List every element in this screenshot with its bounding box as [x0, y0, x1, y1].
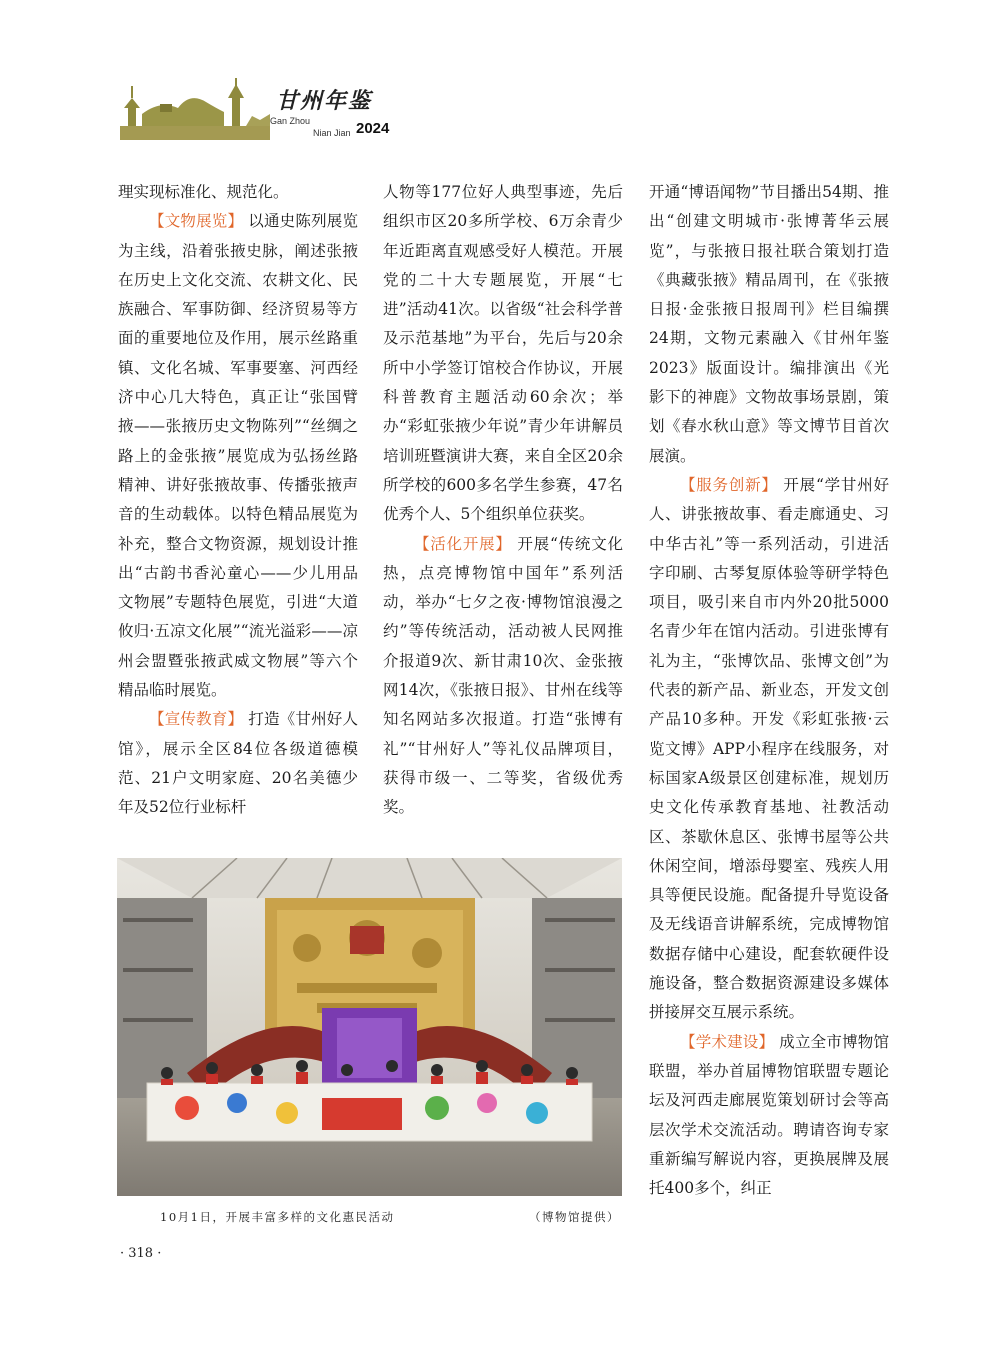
paragraph [383, 178, 623, 530]
paragraph [649, 1028, 889, 1204]
text-column-1 [118, 178, 358, 823]
yearbook-title-cn: 甘州年鉴 [276, 88, 373, 114]
yearbook-year: 2024 [356, 120, 390, 137]
paragraph-text: 以通史陈列展览为主线，沿着张掖史脉，阐述张掖在历史上文化交流、农耕文化、民族融合、军事防御、经济贸易等方面的重要地位及作用，展示丝路重镇、文化名城、军事要塞、河西经济中心几大特色，真正让“张国臂掖——张掖历史文物陈列”“丝绸之路上的金张掖”展览成为弘扬丝路精神、讲好张掖故事、传播张掖声音的生动载体。以特色精品展览为补充，整合文物资源，规划设计推出“古韵书香沁童心——少儿用品文物展”专题特色展览，引进“大道攸归·五凉文化展”“流光溢彩——凉州会盟暨张掖武威文物展”等六个精品临时展览。 [118, 212, 358, 700]
section-tag: 【宣传教育】 [149, 710, 244, 729]
photo-credit: （博物馆提供） [529, 1210, 620, 1224]
text-column-3 [649, 178, 889, 1203]
museum-atrium-illustration [117, 858, 622, 1196]
section-tag: 【活化开展】 [414, 534, 512, 553]
yearbook-title-en-1: Gan Zhou [270, 116, 311, 126]
paragraph-text: 成立全市博物馆联盟，举办首届博物馆联盟专题论坛及河西走廊展览策划研讨会等高层次学术交流活动。聘请咨询专家重新编写解说内容，更换展牌及展托400多个，纠正 [649, 1032, 889, 1198]
section-tag: 【服务创新】 [680, 475, 778, 494]
paragraph [383, 530, 623, 823]
paragraph [649, 471, 889, 1028]
text-column-2 [383, 178, 623, 823]
pagoda-skyline-logo [120, 78, 270, 140]
paragraph-text: 人物等177位好人典型事迹，先后组织市区20多所学校、6万余青少年近距离直观感受好人模范。开展党的二十大专题展览，开展“七进”活动41次。以省级“社会科学普及示范基地”为平台，先后与20余所中小学签订馆校合作协议，开展科普教育主题活动60余次；举办“彩虹张掖少年说”青少年讲解员培训班暨演讲大赛，来自全区20余所学校的600多名学生参赛，47名优秀个人、5个组织单位获奖。 [383, 183, 623, 524]
paragraph-text: 开通“博语闻物”节目播出54期、推出“创建文明城市·张博菁华云展览”，与张掖日报社联合策划打造《典藏张掖》精品周刊，在《张掖日报·金张掖日报周刊》栏目编撰24期，文物元素融入《甘州年鉴2023》版面设计。编排演出《光影下的神鹿》文物故事场景剧，策划《春水秋山意》等文博节目首次展演。 [649, 183, 889, 465]
page-number: · 318 · [120, 1246, 162, 1261]
photo-caption-text: 10月1日，开展丰富多样的文化惠民活动 [160, 1210, 395, 1224]
paragraph [118, 178, 358, 207]
photo-caption [160, 1209, 620, 1225]
paragraph [118, 705, 358, 822]
paragraph-text: 打造《甘州好人馆》，展示全区84位各级道德模范、21户文明家庭、20名美德少年及52位行业标杆 [118, 710, 358, 817]
paragraph [118, 207, 358, 705]
section-tag: 【文物展览】 [149, 212, 244, 231]
paragraph-text: 理实现标准化、规范化。 [118, 183, 289, 201]
section-tag: 【学术建设】 [680, 1032, 775, 1051]
paragraph-text: 开展“传统文化热，点亮博物馆中国年”系列活动，举办“七夕之夜·博物馆浪漫之约”等传统活动，活动被人民网推介报道9次、新甘肃10次、金张掖网14次，《张掖日报》、甘州在线等知名网站多次报道。打造“张博有礼”“甘州好人”等礼仪品牌项目，获得市级一、二等奖，省级优秀奖。 [383, 534, 623, 817]
yearbook-title-en-2: Nian Jian [313, 128, 351, 138]
museum-event-photo [117, 858, 622, 1196]
paragraph-text: 开展“学甘州好人、讲张掖故事、看走廊通史、习中华古礼”等一系列活动，引进活字印刷、古琴复原体验等研学特色项目，吸引来自市内外20批5000名青少年在馆内活动。引进张博有礼为主，“张博饮品、张博文创”为代表的新产品、新业态，开发文创产品10多种。开发《彩虹张掖·云览文博》APP小程序在线服务，对标国家A级景区创建标准，规划历史文化传承教育基地、社教活动区、茶歇休息区、张博书屋等公共休闲空间，增添母婴室、残疾人用具等便民设施。配备提升导览设备及无线语音讲解系统，完成博物馆数据存储中心建设，配套软硬件设施设备，整合数据资源建设多媒体拼接屏交互展示系统。 [649, 475, 889, 1022]
paragraph [649, 178, 889, 471]
yearbook-header [120, 78, 420, 140]
